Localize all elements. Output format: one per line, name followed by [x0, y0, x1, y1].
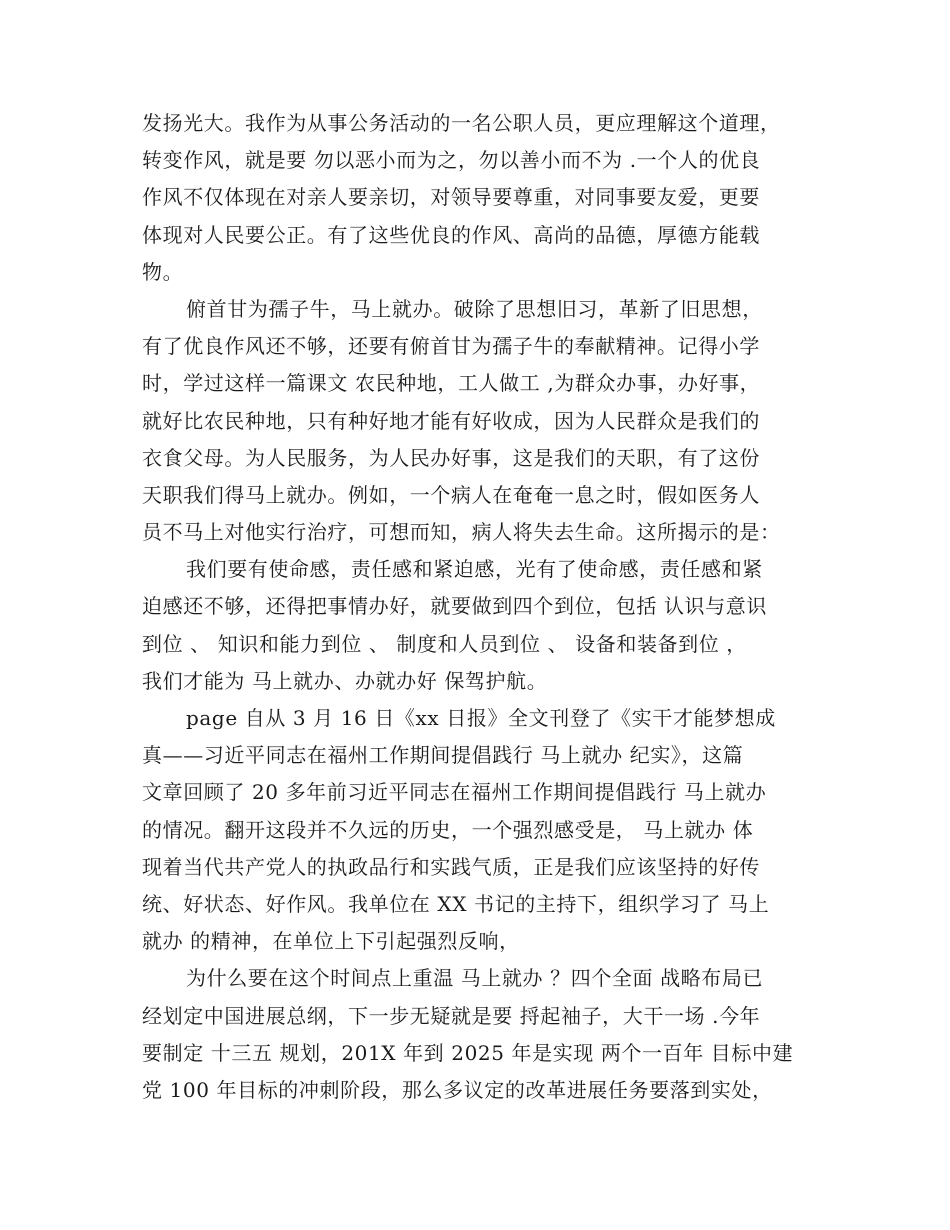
text-line: 党 100 年目标的冲刺阶段，那么多议定的改革进展任务要落到实处， [142, 1077, 773, 1102]
text-line: 现着当代共产党人的执政品行和实践气质，正是我们应该坚持的好传 [142, 854, 760, 879]
text-line: 转变作风，就是要 勿以恶小而为之，勿以善小而不为 .一个人的优良 [142, 148, 761, 173]
text-line: 物。 [142, 259, 184, 284]
text-line: 要制定 十三五 规划，201X 年到 2025 年是实现 两个一百年 目标中建 [142, 1040, 794, 1065]
text-line: 就办 的精神，在单位上下引起强烈反响， [142, 929, 520, 954]
text-line: 体现对人民要公正。有了这些优良的作风、高尚的品德，厚德方能载 [142, 222, 760, 247]
text-line: 文章回顾了 20 多年前习近平同志在福州工作期间提倡践行 马上就办 [142, 780, 767, 805]
text-line: 真——习近平同志在福州工作期间提倡践行 马上就办 纪实》，这篇 [142, 743, 744, 768]
paragraph-first-line: 为什么要在这个时间点上重温 马上就办 ？四个全面 战略布局已 [186, 966, 764, 991]
paragraph-first-line: 我们要有使命感，责任感和紧迫感，光有了使命感，责任感和紧 [186, 557, 763, 582]
text-line: 发扬光大。我作为从事公务活动的一名公职人员，更应理解这个道理， [142, 111, 781, 135]
text-line: 迫感还不够，还得把事情办好，就要做到四个到位，包括 认识与意识 [142, 594, 767, 619]
text-line: 经划定中国进展总纲，下一步无疑就是要 捋起袖子，大干一场 .今年 [142, 1003, 761, 1028]
text-line: 就好比农民种地，只有种好地才能有好收成，因为人民群众是我们的 [142, 408, 760, 433]
paragraph-first-line: 俯首甘为孺子牛，马上就办。破除了思想旧习，革新了旧思想， [186, 296, 763, 321]
text-line: 有了优良作风还不够，还要有俯首甘为孺子牛的奉献精神。记得小学 [142, 334, 760, 359]
text-line: 到位 、 知识和能力到位 、 制度和人员到位 、 设备和装备到位 ， [142, 631, 747, 656]
text-line: 天职我们得马上就办。例如，一个病人在奄奄一息之时，假如医务人 [142, 482, 760, 507]
document-body [142, 105, 812, 1109]
text-line: 的情况。翻开这段并不久远的历史，一个强烈感受是， 马上就办 体 [142, 817, 754, 842]
text-line: 作风不仅体现在对亲人要亲切，对领导要尊重，对同事要友爱，更要 [142, 185, 760, 210]
text-line: 时，学过这样一篇课文 农民种地，工人做工 ,为群众办事，办好事， [142, 371, 761, 396]
text-line: 我们才能为 马上就办、办就办好 保驾护航。 [142, 668, 548, 693]
text-line: 员不马上对他实行治疗，可想而知，病人将失去生命。这所揭示的是： [142, 520, 781, 545]
paragraph-first-line: page 自从 3 月 16 日《xx 日报》全文刊登了《实干才能梦想成 [186, 706, 776, 730]
text-line: 统、好状态、好作风。我单位在 XX 书记的主持下，组织学习了 马上 [142, 891, 770, 916]
text-line: 衣食父母。为人民服务，为人民办好事，这是我们的天职，有了这份 [142, 445, 760, 470]
